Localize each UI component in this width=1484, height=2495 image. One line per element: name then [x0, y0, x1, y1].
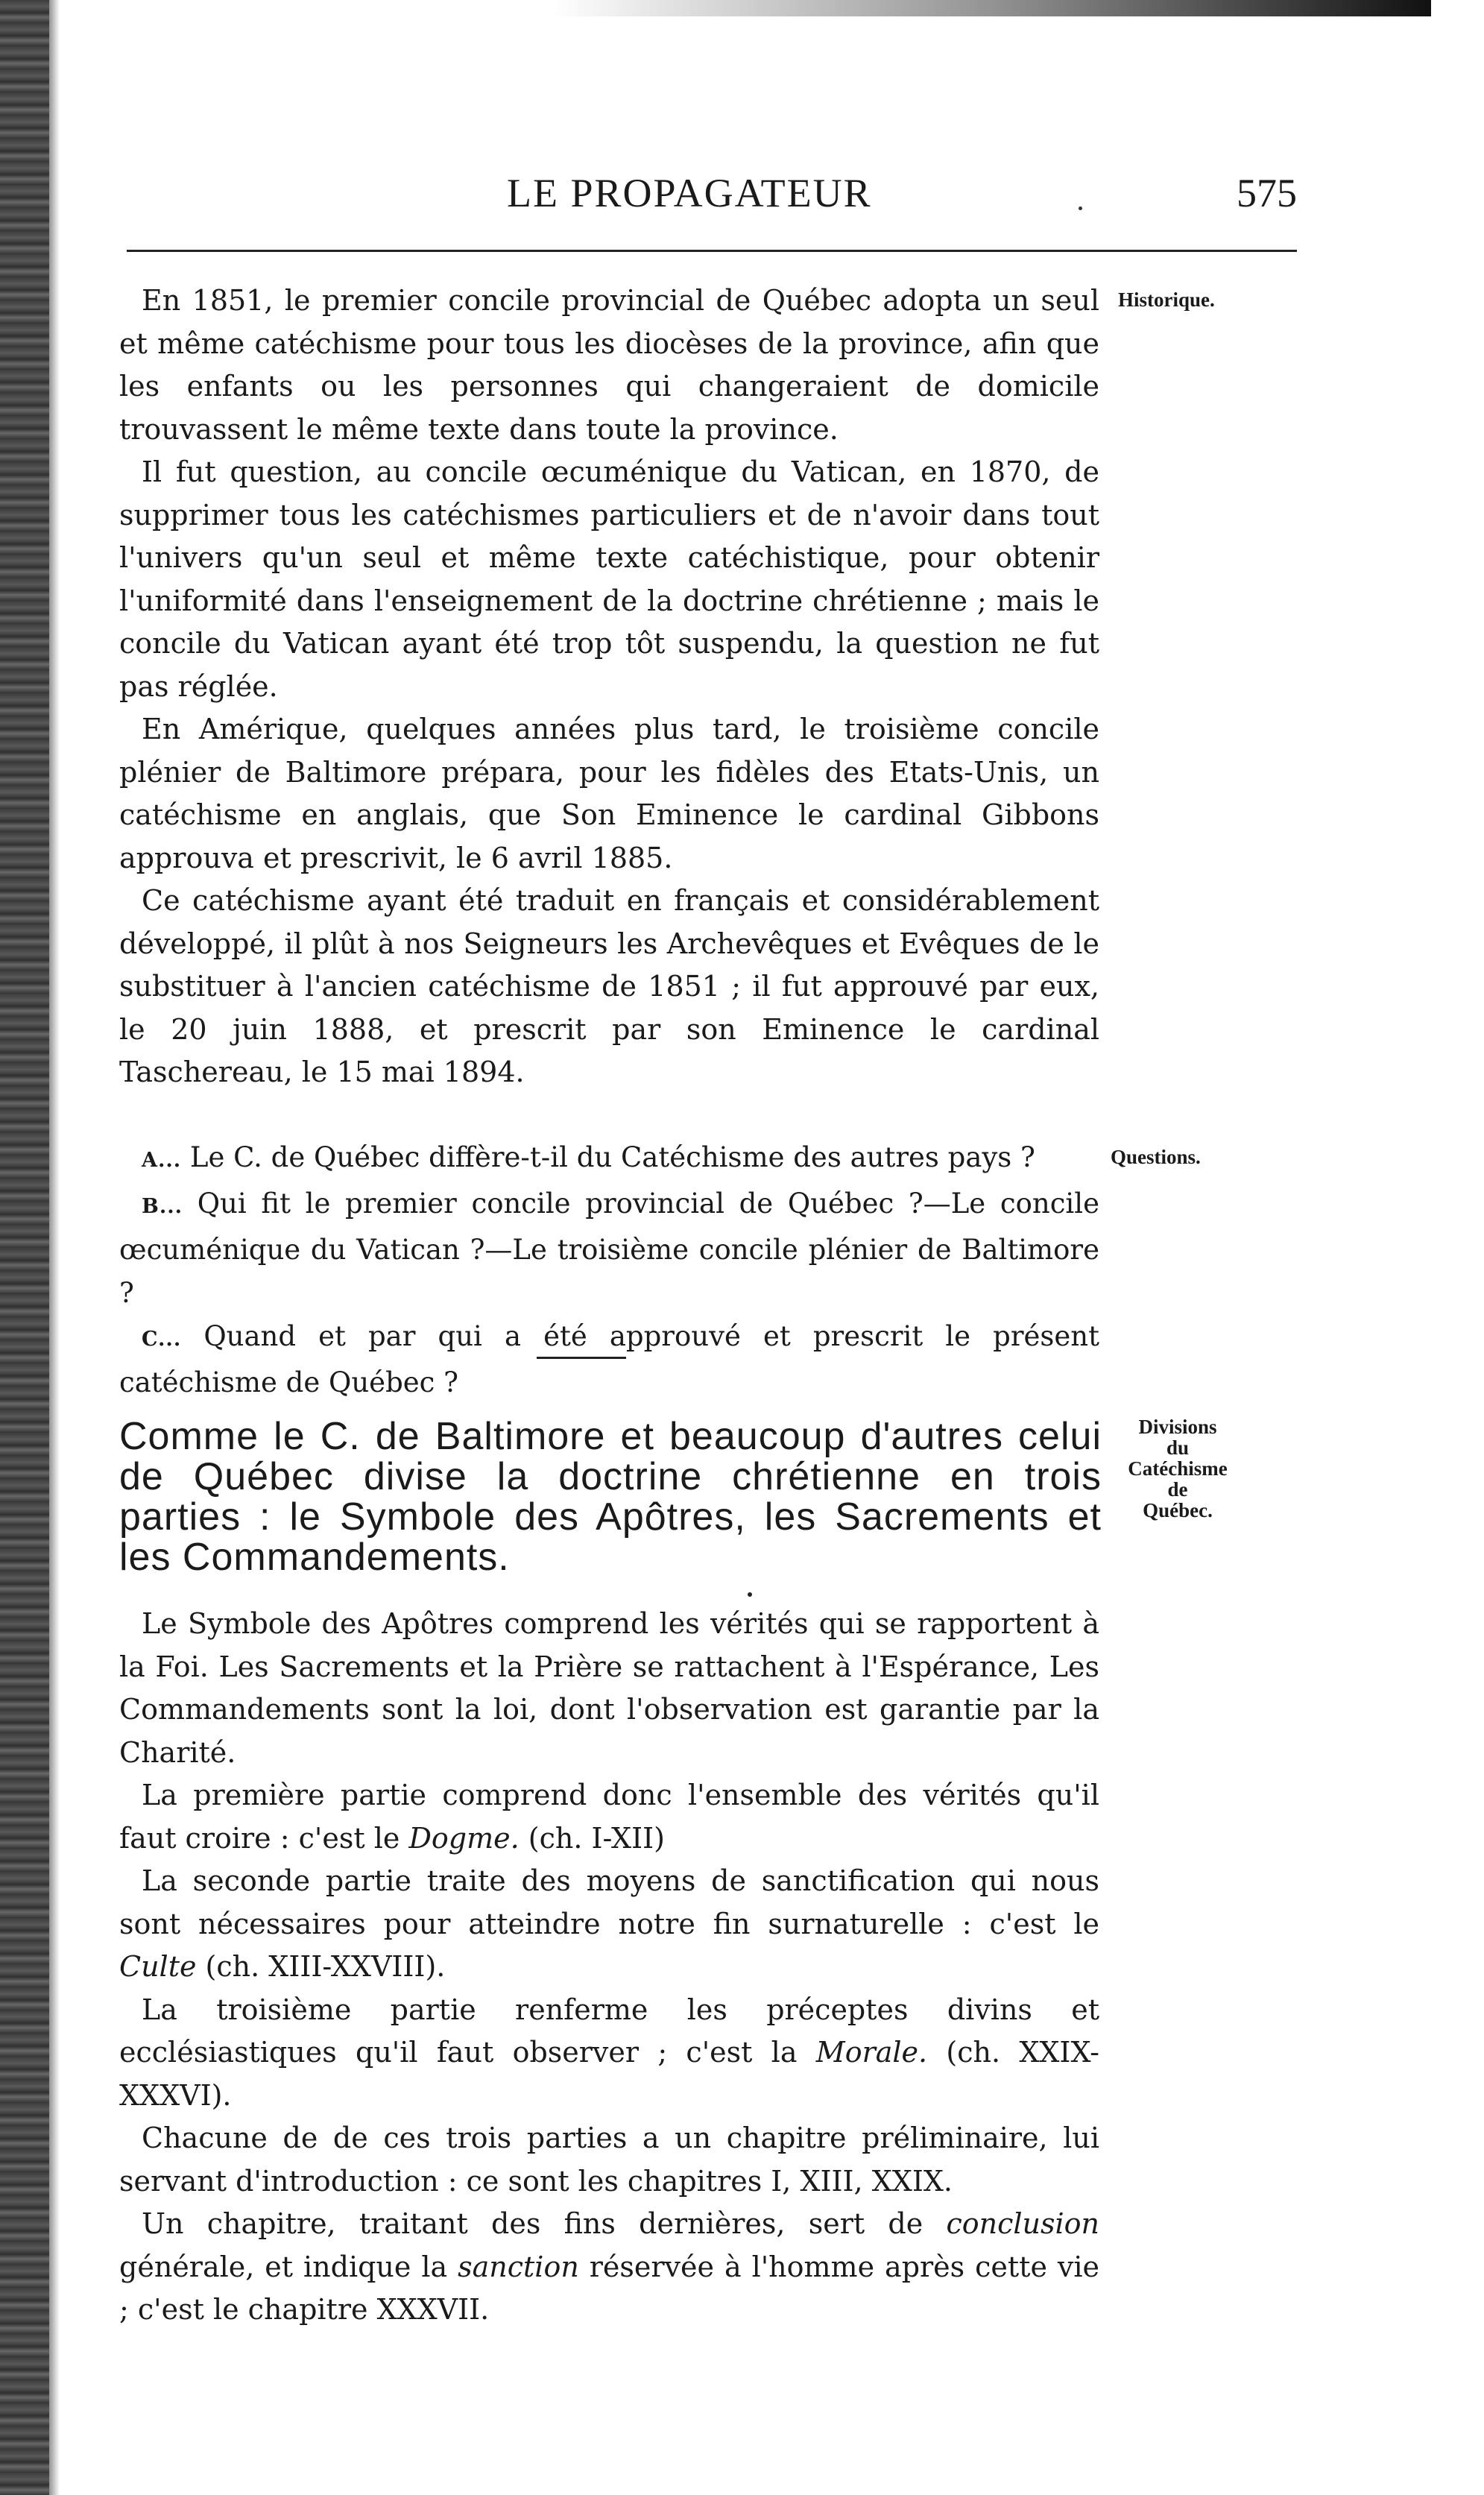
running-title: LE PROPAGATEUR	[507, 171, 872, 215]
sidenote-divisions	[1103, 1416, 1252, 1521]
question-letter: A...	[142, 1149, 182, 1172]
emphasis: conclusion	[946, 2207, 1099, 2240]
lead-paragraph: Comme le C. de Baltimore et beaucoup d'autres celui de Québec divise la doctrine chrétienne en trois parties : le Symbole des Apôtres, les Sacrements et les Commandements.	[119, 1415, 1102, 1579]
questions-block	[119, 1136, 1099, 1404]
text-run: La troisième partie renferme les préceptes divins et ecclésiastiques qu'il faut observer ; c'est la	[119, 1993, 1099, 2069]
paragraph	[119, 1989, 1099, 2118]
question-text: Qui fit le premier concile provincial de Québec ?—Le concile œcuménique du Vatican ?—Le troisième concile plénier de Baltimore ?	[119, 1187, 1099, 1309]
sidenote-line: Divisions	[1138, 1416, 1217, 1438]
paragraph	[119, 2203, 1099, 2332]
sidenote-line: du	[1166, 1436, 1190, 1459]
sidenote-line: Catéchisme	[1128, 1457, 1228, 1480]
section-divider	[537, 1357, 626, 1359]
page-header	[127, 170, 1297, 222]
header-rule	[127, 250, 1297, 252]
scan-artifact	[552, 0, 1431, 16]
text-run: (ch. XIII-XXVIII).	[196, 1950, 446, 1983]
question-text: Quand et par qui a été approuvé et prescrit le présent catéchisme de Québec ?	[119, 1320, 1099, 1398]
sidenote-questions: Questions.	[1111, 1146, 1201, 1168]
binding-shadow	[0, 0, 49, 2495]
binding-edge	[49, 0, 60, 2495]
question-item	[119, 1182, 1099, 1315]
text-run: La première partie comprend donc l'ensemble des vérités qu'il faut croire : c'est le	[119, 1779, 1099, 1855]
text-run: (ch. I-XII)	[519, 1821, 665, 1855]
emphasis: Dogme.	[408, 1821, 520, 1855]
text-run: La seconde partie traite des moyens de sanctification qui nous sont nécessaires pour atteindre notre fin surnaturelle : c'est le	[119, 1864, 1099, 1940]
text-run: générale, et indique la	[119, 2250, 458, 2283]
text-run: réservée à l'homme après cette vie ; c'est le chapitre XXXVII.	[119, 2250, 1099, 2326]
question-letter: B...	[142, 1195, 183, 1218]
sidenote-historique: Historique.	[1118, 288, 1215, 311]
sidenote-line: de	[1167, 1478, 1188, 1501]
question-item	[119, 1315, 1099, 1404]
paragraph: En 1851, le premier concile provincial de Québec adopta un seul et même catéchisme pour tous les diocèses de la province, afin que les enfants ou les personnes qui changeraient de domicile trouvassent le même texte dans toute la province.	[119, 284, 1099, 446]
speck	[748, 1592, 752, 1597]
paragraph	[119, 1860, 1099, 1989]
question-item	[119, 1136, 1099, 1182]
question-letter: C...	[142, 1328, 182, 1351]
paragraph	[119, 1774, 1099, 1860]
emphasis: Morale.	[815, 2036, 928, 2069]
paragraph: Ce catéchisme ayant été traduit en français et considérablement développé, il plût à nos Seigneurs les Archevêques et Evêques de le substituer à l'ancien catéchisme de 1851 ; il fut approuvé par eux, le 20 juin 1888, et prescrit par son Eminence le cardinal Taschereau, le 15 mai 1894.	[119, 884, 1099, 1088]
sidenote-line: Québec.	[1143, 1499, 1213, 1521]
question-text: Le C. de Québec diffère-t-il du Catéchisme des autres pays ?	[189, 1141, 1035, 1173]
emphasis: sanction	[458, 2250, 579, 2283]
page-number: 575	[1237, 171, 1297, 215]
divisions-section	[119, 1603, 1099, 2332]
paragraph: Le Symbole des Apôtres comprend les vérités qui se rapportent à la Foi. Les Sacrements et la Prière se rattachent à l'Espérance, Les Commandements sont la loi, dont l'observation est garantie par la Charité.	[119, 1607, 1099, 1769]
historique-section	[119, 280, 1099, 1094]
paragraph: Chacune de de ces trois parties a un chapitre préliminaire, lui servant d'introduction : ce sont les chapitres I, XIII, XXIX.	[119, 2122, 1099, 2198]
speck	[1079, 206, 1082, 210]
text-run: (ch. XXIX-XXXVI).	[119, 2036, 1099, 2112]
paragraph: En Amérique, quelques années plus tard, le troisième concile plénier de Baltimore prépara, pour les fidèles des Etats-Unis, un catéchisme en anglais, que Son Eminence le cardinal Gibbons approuva et prescrivit, le 6 avril 1885.	[119, 713, 1099, 874]
paragraph: Il fut question, au concile œcuménique du Vatican, en 1870, de supprimer tous les catéchismes particuliers et de n'avoir dans tout l'univers qu'un seul et même texte catéchistique, pour obtenir l'uniformité dans l'enseignement de la doctrine chrétienne ; mais le concile du Vatican ayant été trop tôt suspendu, la question ne fut pas réglée.	[119, 455, 1099, 703]
text-run: Un chapitre, traitant des fins dernières, sert de	[142, 2207, 947, 2240]
emphasis: Culte	[119, 1950, 197, 1983]
